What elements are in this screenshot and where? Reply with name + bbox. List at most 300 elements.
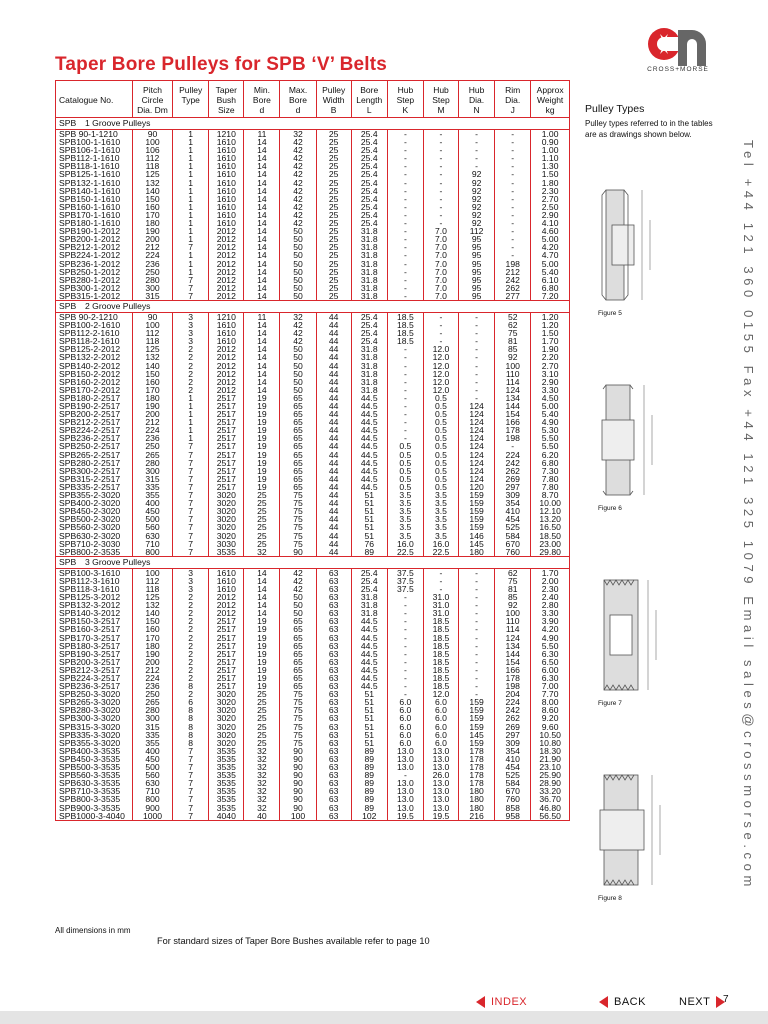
table-cell: 32 — [244, 779, 280, 787]
table-cell: 25 — [244, 515, 280, 523]
column-header-line: Bore — [360, 85, 379, 95]
table-cell: 1610 — [209, 219, 244, 227]
column-header-line: Pulley — [322, 85, 346, 95]
table-cell: 90 — [280, 795, 316, 803]
table-cell: 18.5 — [423, 674, 458, 682]
table-cell: 25 — [316, 284, 351, 292]
table-row — [56, 418, 569, 426]
table-cell: 63 — [316, 617, 351, 625]
table-cell: 170 — [132, 634, 172, 642]
table-cell: 19 — [244, 658, 280, 666]
table-cell: 2517 — [209, 682, 244, 690]
table-cell: 2 — [173, 650, 209, 658]
table-cell: SPB112-1-1610 — [59, 154, 120, 163]
table-cell: 180 — [459, 795, 495, 803]
table-cell: 25 — [316, 235, 351, 243]
table-row — [56, 459, 569, 467]
table-cell: 3535 — [209, 763, 244, 771]
table-cell: 25 — [244, 491, 280, 499]
table-cell: 51 — [351, 491, 387, 499]
table-cell: 37.5 — [387, 577, 423, 585]
table-cell: - — [423, 219, 458, 227]
table-cell: 280 — [132, 276, 172, 284]
table-cell: - — [423, 329, 458, 337]
table-cell: 95 — [459, 284, 495, 292]
table-cell: 50 — [280, 601, 316, 609]
table-cell: 0.5 — [387, 459, 423, 467]
table-cell: 1 — [173, 179, 209, 187]
table-cell: 25 — [316, 219, 351, 227]
table-cell: 8 — [173, 731, 209, 739]
table-cell: 75 — [280, 723, 316, 731]
table-cell: 2517 — [209, 451, 244, 459]
table-cell: - — [387, 625, 423, 633]
table-row — [56, 195, 569, 203]
table-cell: 140 — [132, 609, 172, 617]
table-cell: 32 — [280, 312, 316, 321]
table-cell: 7.0 — [423, 235, 458, 243]
table-row — [56, 617, 569, 625]
table-cell: - — [495, 154, 531, 162]
table-cell: 250 — [132, 690, 172, 698]
table-cell: 32 — [244, 787, 280, 795]
table-cell: 14 — [244, 146, 280, 154]
table-cell: 190 — [132, 227, 172, 235]
table-cell: 2 — [173, 674, 209, 682]
table-cell: - — [387, 690, 423, 698]
table-cell: 125 — [132, 593, 172, 601]
table-cell: 1610 — [209, 568, 244, 577]
table-cell: 9.20 — [531, 714, 569, 722]
header-row — [56, 81, 569, 118]
table-cell: 0.5 — [423, 418, 458, 426]
table-cell: 14 — [244, 138, 280, 146]
table-row — [56, 682, 569, 690]
table-cell: 14 — [244, 284, 280, 292]
pulley-drawing-icon — [598, 180, 668, 308]
table-cell: 1 — [173, 434, 209, 442]
table-cell: SPB170-2-2012 — [59, 385, 121, 394]
table-cell: 18.5 — [387, 329, 423, 337]
table-cell: SPB125-2-2012 — [59, 345, 121, 354]
table-cell: 14 — [244, 378, 280, 386]
table-cell: 309 — [495, 491, 531, 499]
table-cell: 3.5 — [387, 515, 423, 523]
table-cell: 118 — [132, 585, 172, 593]
table-cell: - — [387, 418, 423, 426]
column-header-line: Approx — [536, 85, 564, 95]
table-cell: SPB250-3-3020 — [59, 690, 121, 699]
index-link[interactable] — [476, 996, 527, 1008]
column-header-line: Pulley — [179, 85, 203, 95]
table-cell: 44.5 — [351, 442, 387, 450]
table-cell: 44 — [316, 507, 351, 515]
table-cell: 19 — [244, 459, 280, 467]
table-cell: 89 — [351, 755, 387, 763]
table-cell: 170 — [132, 386, 172, 394]
table-cell: 297 — [495, 731, 531, 739]
table-cell: 958 — [495, 812, 531, 820]
column-header-line: Size — [218, 105, 235, 115]
table-cell: 18.5 — [423, 617, 458, 625]
table-cell: 1 — [173, 162, 209, 170]
back-link[interactable] — [599, 996, 646, 1008]
table-cell: 710 — [132, 540, 172, 548]
table-cell: 25 — [316, 162, 351, 170]
table-cell: 2012 — [209, 370, 244, 378]
table-cell: - — [459, 337, 495, 345]
table-cell: 2 — [173, 345, 209, 353]
page-title: Taper Bore Pulleys for SPB ‘V’ Belts — [55, 54, 388, 75]
table-cell: 2012 — [209, 227, 244, 235]
table-cell: 3020 — [209, 690, 244, 698]
table-cell: - — [459, 674, 495, 682]
table-cell: - — [387, 251, 423, 259]
table-cell: 2517 — [209, 418, 244, 426]
table-cell: 150 — [132, 617, 172, 625]
table-cell: - — [459, 609, 495, 617]
table-row — [56, 507, 569, 515]
table-cell: 16.0 — [387, 540, 423, 548]
table-cell: 14 — [244, 609, 280, 617]
section-code: SPB — [59, 118, 77, 129]
table-cell: - — [495, 227, 531, 235]
table-cell: 2.40 — [531, 593, 569, 601]
table-cell: 2012 — [209, 284, 244, 292]
table-cell: 25.4 — [351, 312, 387, 321]
table-cell: 1 — [173, 251, 209, 259]
table-cell: - — [495, 179, 531, 187]
table-cell: 63 — [316, 731, 351, 739]
table-cell: 42 — [280, 146, 316, 154]
table-cell: 178 — [495, 674, 531, 682]
table-cell: 6.0 — [423, 723, 458, 731]
table-cell: 63 — [316, 723, 351, 731]
table-cell: 95 — [459, 260, 495, 268]
table-row — [56, 370, 569, 378]
table-cell: 2 — [173, 658, 209, 666]
table-cell: 124 — [459, 426, 495, 434]
table-cell: - — [495, 235, 531, 243]
table-cell: 25 — [244, 540, 280, 548]
table-cell: 19 — [244, 650, 280, 658]
table-cell: 3.5 — [387, 499, 423, 507]
table-cell: 159 — [459, 523, 495, 531]
table-cell: 9.60 — [531, 723, 569, 731]
table-cell: 13.0 — [423, 804, 458, 812]
table-cell: 44 — [316, 523, 351, 531]
column-header-line: Catalogue No. — [59, 95, 114, 105]
table-cell: SPB315-2-2517 — [59, 474, 121, 483]
table-cell: 3020 — [209, 706, 244, 714]
table-row — [56, 568, 569, 577]
table-cell: 3020 — [209, 507, 244, 515]
table-cell: 19.5 — [387, 812, 423, 820]
table-cell: SPB106-1-1610 — [59, 146, 121, 155]
table-cell: 31.8 — [351, 609, 387, 617]
figure-caption: Figure 8 — [598, 895, 622, 902]
table-cell: SPB125-3-2012 — [59, 593, 121, 602]
table-row — [56, 779, 569, 787]
table-cell: 269 — [495, 475, 531, 483]
table-cell: 7.20 — [531, 292, 569, 301]
table-cell: 25 — [316, 227, 351, 235]
table-cell: 0.5 — [387, 475, 423, 483]
table-cell: 2012 — [209, 609, 244, 617]
table-cell: 42 — [280, 179, 316, 187]
table-cell: SPB100-2-1610 — [59, 321, 121, 330]
table-cell: 25.4 — [351, 568, 387, 577]
column-header-line: M — [437, 105, 445, 115]
table-cell: 760 — [495, 548, 531, 557]
table-cell: - — [459, 650, 495, 658]
table-cell: 25.4 — [351, 203, 387, 211]
next-link[interactable] — [679, 996, 725, 1008]
table-cell: SPB212-2-2517 — [59, 418, 121, 427]
table-cell: 2.90 — [531, 378, 569, 386]
table-cell: 6 — [173, 698, 209, 706]
table-cell: 44.5 — [351, 451, 387, 459]
table-cell: 51 — [351, 499, 387, 507]
table-cell: 400 — [132, 747, 172, 755]
table-cell: 44.5 — [351, 682, 387, 690]
table-cell: 2.90 — [531, 211, 569, 219]
table-cell: 13.0 — [387, 804, 423, 812]
table-cell: 3020 — [209, 723, 244, 731]
column-header-line: Hub — [397, 85, 414, 95]
table-cell: 132 — [132, 353, 172, 361]
table-cell: 95 — [459, 251, 495, 259]
table-cell: 13.0 — [387, 747, 423, 755]
table-cell: 63 — [316, 690, 351, 698]
table-cell: 1.50 — [531, 170, 569, 178]
table-cell: 124 — [459, 459, 495, 467]
column-header-line: Step — [432, 95, 450, 105]
table-row — [56, 251, 569, 259]
table-row — [56, 601, 569, 609]
table-cell: SPB112-2-1610 — [59, 329, 120, 338]
table-cell: 63 — [316, 739, 351, 747]
table-cell: 31.8 — [351, 353, 387, 361]
table-cell: 63 — [316, 771, 351, 779]
table-cell: 2012 — [209, 260, 244, 268]
table-cell: 144 — [495, 650, 531, 658]
table-cell: 124 — [495, 386, 531, 394]
table-cell: 63 — [316, 706, 351, 714]
table-cell: 0.5 — [387, 483, 423, 491]
table-cell: 3535 — [209, 747, 244, 755]
table-cell: 19 — [244, 674, 280, 682]
table-cell: - — [387, 235, 423, 243]
table-cell: 1.00 — [531, 130, 569, 139]
table-cell: 44.5 — [351, 475, 387, 483]
table-cell: 170 — [132, 211, 172, 219]
table-cell: 19 — [244, 634, 280, 642]
table-row — [56, 698, 569, 706]
table-cell: 16.0 — [423, 540, 458, 548]
column-header — [280, 81, 316, 118]
table-cell: 25.4 — [351, 162, 387, 170]
table-cell: 3535 — [209, 795, 244, 803]
table-cell: 454 — [495, 763, 531, 771]
table-cell: 31.0 — [423, 601, 458, 609]
table-cell: 200 — [132, 658, 172, 666]
table-cell: 7 — [173, 548, 209, 557]
table-cell: 118 — [132, 337, 172, 345]
table-cell: 6.20 — [531, 451, 569, 459]
table-cell: 25 — [244, 698, 280, 706]
table-cell: 51 — [351, 698, 387, 706]
table-cell: SPB150-1-1610 — [59, 194, 121, 203]
table-cell: 92 — [459, 179, 495, 187]
table-cell: 2012 — [209, 593, 244, 601]
table-cell: - — [387, 434, 423, 442]
table-cell: 7.70 — [531, 690, 569, 698]
table-cell: 65 — [280, 617, 316, 625]
table-cell: 2 — [173, 666, 209, 674]
table-cell: 300 — [132, 714, 172, 722]
table-cell: 44.5 — [351, 642, 387, 650]
table-cell: 42 — [280, 219, 316, 227]
table-cell: 118 — [132, 162, 172, 170]
table-row — [56, 451, 569, 459]
table-cell: 4.70 — [531, 251, 569, 259]
table-cell: 19 — [244, 682, 280, 690]
table-cell: 198 — [495, 434, 531, 442]
table-cell: 19 — [244, 451, 280, 459]
table-cell: 315 — [132, 723, 172, 731]
table-cell: 1610 — [209, 154, 244, 162]
table-cell: 262 — [495, 714, 531, 722]
table-cell: 1610 — [209, 211, 244, 219]
table-cell: 3030 — [209, 540, 244, 548]
table-cell: 95 — [459, 243, 495, 251]
table-cell: 75 — [495, 577, 531, 585]
table-cell: - — [423, 138, 458, 146]
pulley-types-text: Pulley types referred to in the tables are as drawings shown below. — [585, 119, 713, 139]
table-cell: SPB224-3-2517 — [59, 674, 121, 683]
table-cell: 1 — [173, 268, 209, 276]
table-cell: 6.50 — [531, 658, 569, 666]
table-row — [56, 442, 569, 450]
table-row — [56, 706, 569, 714]
table-cell: 3020 — [209, 714, 244, 722]
table-cell: 7 — [173, 795, 209, 803]
column-header-line: K — [402, 105, 409, 115]
table-cell: 114 — [495, 378, 531, 386]
table-cell: 2517 — [209, 467, 244, 475]
table-cell: 31.8 — [351, 378, 387, 386]
table-cell: 42 — [280, 170, 316, 178]
table-cell: 50 — [280, 260, 316, 268]
table-cell: 51 — [351, 739, 387, 747]
table-cell: - — [387, 362, 423, 370]
table-cell: 25.4 — [351, 138, 387, 146]
table-cell: 224 — [132, 674, 172, 682]
table-row — [56, 386, 569, 394]
column-header — [56, 81, 132, 118]
table-cell: 5.00 — [531, 260, 569, 268]
table-cell: 0.5 — [387, 442, 423, 450]
table-cell: 19 — [244, 402, 280, 410]
table-cell: 354 — [495, 499, 531, 507]
table-cell: 124 — [459, 418, 495, 426]
table-cell: 190 — [132, 402, 172, 410]
table-cell: 584 — [495, 779, 531, 787]
table-cell: 14 — [244, 276, 280, 284]
table-cell: - — [495, 195, 531, 203]
table-cell: - — [387, 203, 423, 211]
table-row — [56, 235, 569, 243]
table-cell: 19.5 — [423, 812, 458, 820]
table-cell: 335 — [132, 731, 172, 739]
table-cell: 42 — [280, 187, 316, 195]
table-cell: 95 — [459, 268, 495, 276]
table-cell: 212 — [495, 268, 531, 276]
table-row — [56, 747, 569, 755]
table-cell: 42 — [280, 203, 316, 211]
table-cell: 14 — [244, 203, 280, 211]
table-cell: 3.5 — [387, 491, 423, 499]
table-cell: 3.30 — [531, 386, 569, 394]
table-cell: 5.40 — [531, 268, 569, 276]
table-cell: 7.0 — [423, 276, 458, 284]
table-cell: 3020 — [209, 499, 244, 507]
table-cell: - — [423, 146, 458, 154]
table-cell: - — [387, 410, 423, 418]
table-cell: SPB280-2-2517 — [59, 458, 121, 467]
table-row — [56, 292, 569, 301]
table-cell: 75 — [280, 690, 316, 698]
table-cell: 13.0 — [387, 779, 423, 787]
table-cell: 12.0 — [423, 370, 458, 378]
table-cell: 180 — [132, 394, 172, 402]
table-cell: SPB180-1-1610 — [59, 219, 121, 228]
table-cell: 212 — [132, 243, 172, 251]
table-cell: 32 — [244, 548, 280, 557]
table-cell: 18.5 — [423, 650, 458, 658]
table-cell: 2012 — [209, 386, 244, 394]
table-cell: SPB1000-3-4040 — [59, 811, 125, 820]
table-cell: 22.5 — [423, 548, 458, 557]
table-cell: 44 — [316, 312, 351, 321]
table-cell: 92 — [495, 353, 531, 361]
table-row — [56, 329, 569, 337]
table-cell: 2 — [173, 609, 209, 617]
table-cell: - — [387, 378, 423, 386]
table-cell: 7.00 — [531, 682, 569, 690]
table-cell: 25.4 — [351, 329, 387, 337]
table-cell: 25.4 — [351, 577, 387, 585]
table-cell: SPB300-1-2012 — [59, 283, 121, 292]
pulley-table-frame — [55, 80, 570, 821]
table-cell: 7 — [173, 442, 209, 450]
table-cell: 7 — [173, 507, 209, 515]
section-header-row — [56, 118, 569, 130]
table-cell: 6.0 — [423, 706, 458, 714]
table-cell: 315 — [132, 475, 172, 483]
table-row — [56, 642, 569, 650]
table-row — [56, 723, 569, 731]
table-cell: SPB315-1-2012 — [59, 291, 121, 301]
table-cell: 166 — [495, 666, 531, 674]
table-cell: SPB160-1-1610 — [59, 202, 121, 211]
table-cell: 63 — [316, 674, 351, 682]
table-row — [56, 763, 569, 771]
table-cell: - — [387, 292, 423, 301]
table-cell: - — [387, 601, 423, 609]
table-cell: SPB236-1-2012 — [59, 259, 121, 268]
